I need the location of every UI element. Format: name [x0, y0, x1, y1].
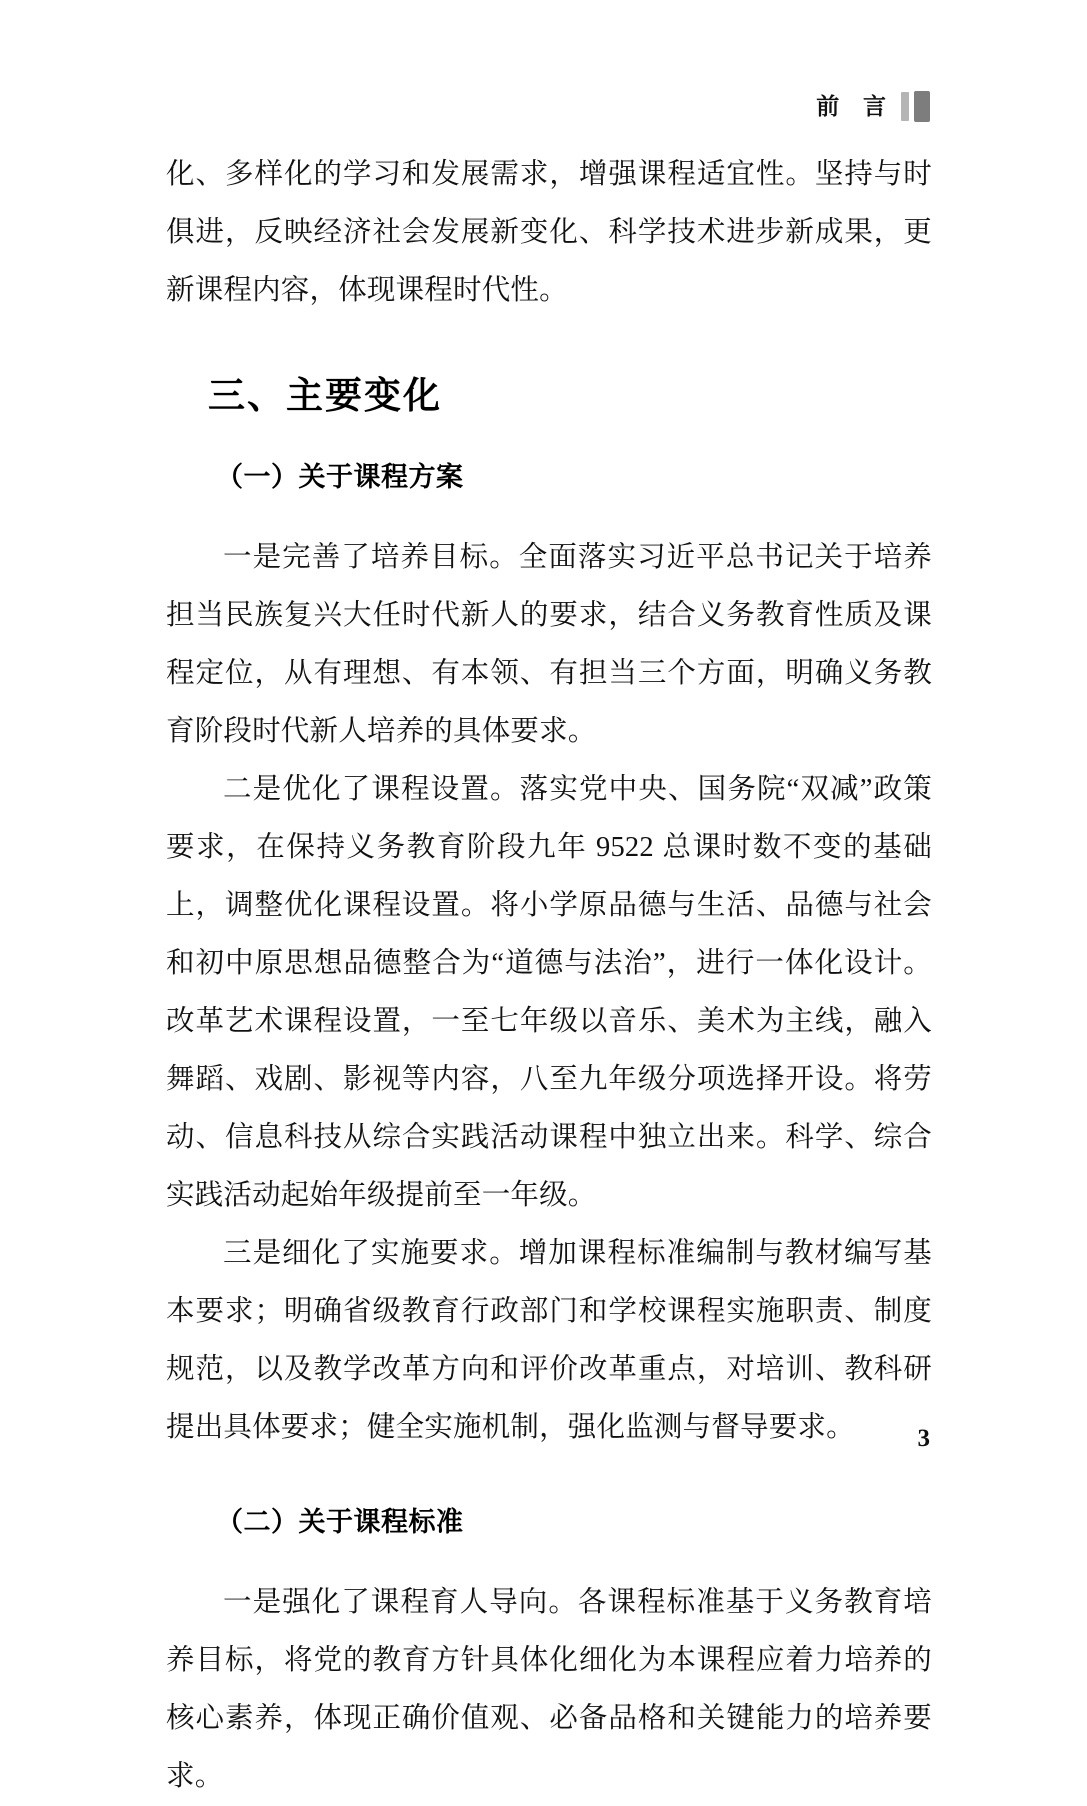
section-heading: 三、主要变化 [208, 376, 442, 417]
running-header [166, 84, 930, 128]
spacer [166, 320, 932, 378]
page-number: 3 [917, 1425, 930, 1452]
spacer [166, 1457, 932, 1509]
header-bar-light-icon [901, 92, 909, 121]
header-bar-dark-icon [914, 91, 930, 122]
spacer [166, 491, 932, 529]
paragraph-course-plan-2: 二是优化了课程设置。落实党中央、国务院“双减”政策要求，在保持义务教育阶段九年 9522 总课时数不变的基础上，调整优化课程设置。将小学原品德与生活、品德与社会和初中原思想品德整合为“道德与法治”，进行一体化设计。改革艺术课程设置，一至七年级以音乐、美术为主线，融入舞蹈、戏剧、影视等内容，八至九年级分项选择开设。将劳动、信息科技从综合实践活动课程中独立出来。科学、综合实践活动起始年级提前至一年级。 [166, 774, 932, 1211]
paragraph-course-plan-3: 三是细化了实施要求。增加课程标准编制与教材编写基本要求；明确省级教育行政部门和学校课程实施职责、制度规范，以及教学改革方向和评价改革重点，对培训、教科研提出具体要求；健全实施机制，强化监测与督导要求。 [166, 1238, 932, 1443]
running-header-title: 前 言 [816, 93, 895, 119]
sub-heading-course-standard: （二）关于课程标准 [216, 1507, 464, 1537]
page-content [166, 146, 932, 1806]
paragraph-course-standard-1: 一是强化了课程育人导向。各课程标准基于义务教育培养目标，将党的教育方针具体化细化为本课程应着力培养的核心素养，体现正确价值观、必备品格和关键能力的培养要求。 [166, 1587, 932, 1792]
spacer [166, 1536, 932, 1574]
header-decoration [901, 91, 930, 121]
paragraph-course-plan-1: 一是完善了培养目标。全面落实习近平总书记关于培养担当民族复兴大任时代新人的要求，结合义务教育性质及课程定位，从有理想、有本领、有担当三个方面，明确义务教育阶段时代新人培养的具体要求。 [166, 542, 932, 747]
sub-heading-course-plan: （一）关于课程方案 [216, 462, 464, 492]
intro-paragraph: 化、多样化的学习和发展需求，增强课程适宜性。坚持与时俱进，反映经济社会发展新变化、科学技术进步新成果，更新课程内容，体现课程时代性。 [166, 159, 932, 306]
spacer [166, 415, 932, 464]
